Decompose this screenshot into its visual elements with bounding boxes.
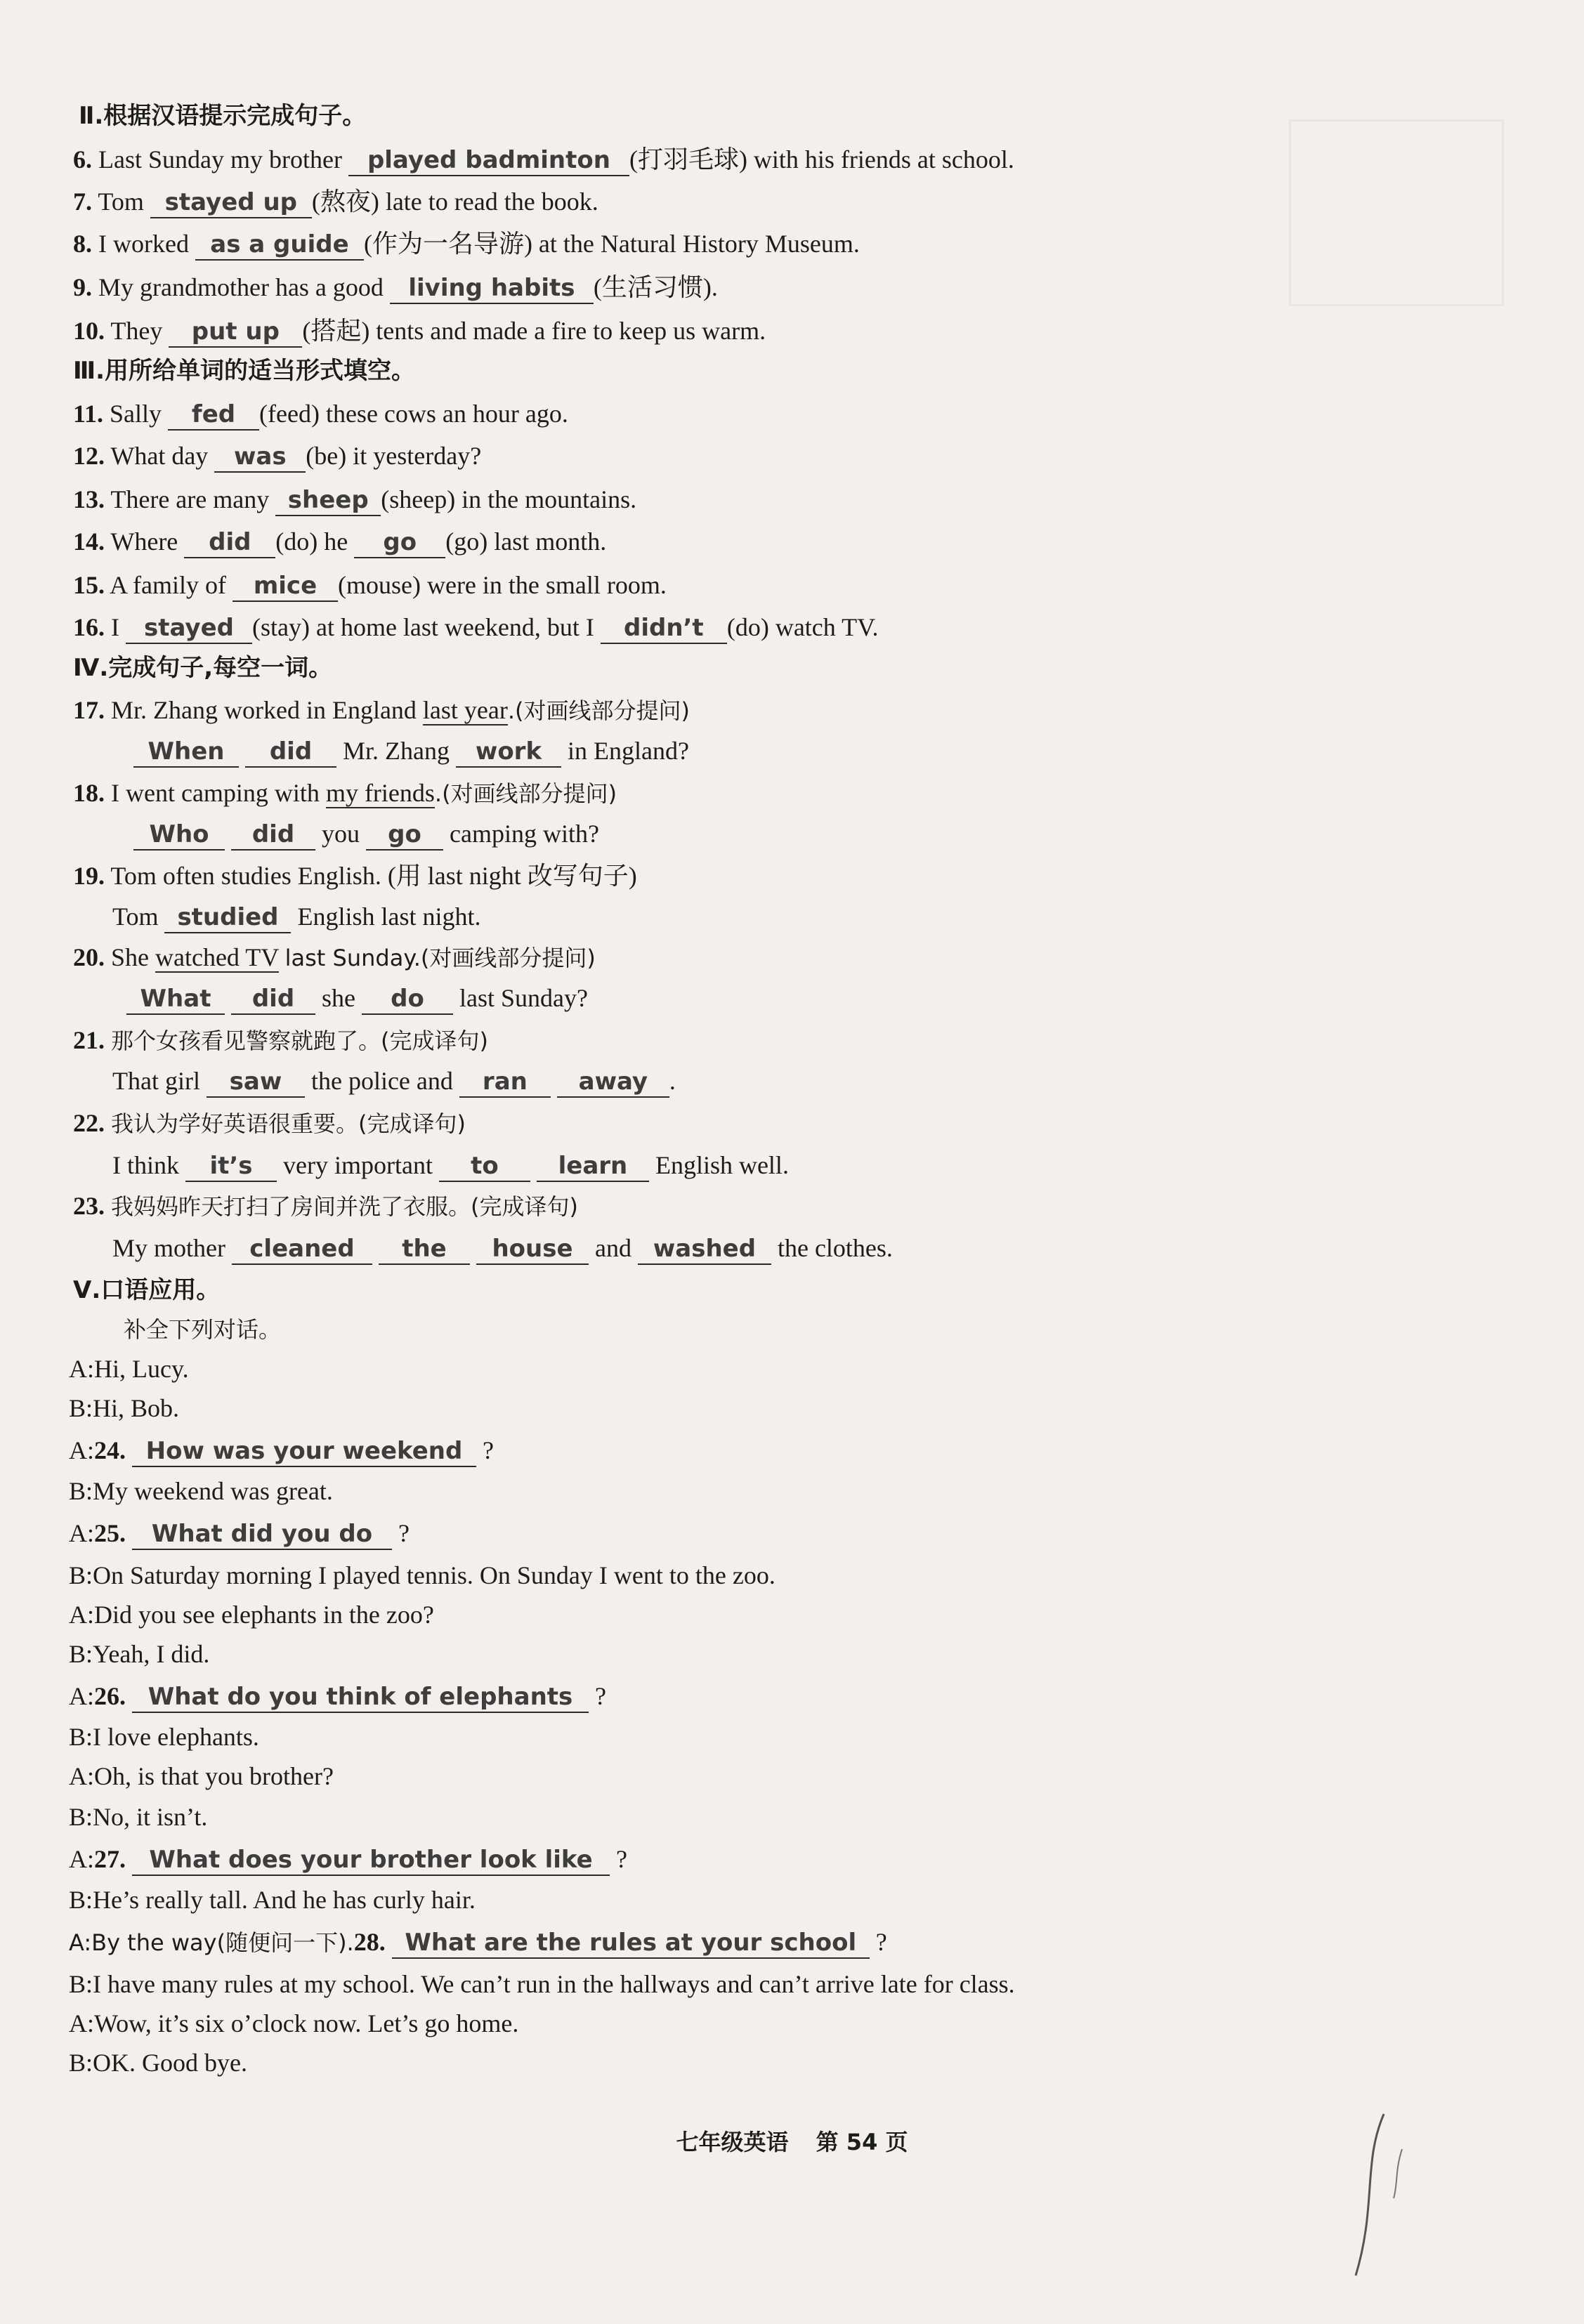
question-text: ? xyxy=(595,1682,606,1710)
question-text: (作为一名导游) at the Natural History Museum. xyxy=(363,230,860,258)
question-text: She xyxy=(111,943,149,971)
answer-blank xyxy=(390,272,594,304)
answer-text: When xyxy=(148,737,225,766)
question-text: (熬夜) late to read the book. xyxy=(311,188,598,216)
answer-text: it’s xyxy=(209,1152,253,1180)
question-text: the police and xyxy=(310,1067,453,1095)
dialog-line: B:On Saturday morning I played tennis. On Sunday I went to the zoo. xyxy=(69,1561,775,1589)
question-6 xyxy=(73,142,1014,177)
answer-blank xyxy=(231,983,315,1015)
question-text: in England? xyxy=(567,737,689,765)
answer-blank xyxy=(132,1844,610,1876)
answer-blank xyxy=(214,440,306,473)
question-text: I xyxy=(111,613,119,641)
dialog-line: B:He’s really tall. And he has curly hair. xyxy=(69,1886,476,1914)
speaker-label: A: xyxy=(69,1436,94,1464)
answer-text: sheep xyxy=(287,486,369,514)
question-number: 12. xyxy=(73,442,105,470)
dialog-line: B:I have many rules at my school. We can’t run in the hallways and can’t arrive late for class. xyxy=(69,1970,1015,1998)
question-text: Mr. Zhang xyxy=(343,737,450,765)
answer-text: played badminton xyxy=(367,146,610,174)
question-text: . xyxy=(669,1067,676,1095)
speaker-label: A: xyxy=(69,1682,94,1710)
question-number: 15. xyxy=(73,571,105,599)
question-text: 那个女孩看见警察就跑了。(完成译句) xyxy=(111,1028,488,1054)
answer-text: as a guide xyxy=(210,230,349,258)
question-13 xyxy=(73,482,636,517)
answer-blank xyxy=(164,901,291,933)
speaker-label: A: xyxy=(69,1519,94,1547)
answer-blank xyxy=(362,983,453,1015)
question-14 xyxy=(73,524,606,559)
answer-blank xyxy=(133,735,239,768)
answer-blank xyxy=(132,1435,476,1467)
question-number: 23. xyxy=(73,1192,105,1220)
question-text: I worked xyxy=(98,230,189,258)
question-24 xyxy=(69,1433,494,1468)
question-text: (go) last month. xyxy=(445,527,607,556)
answer-text: work xyxy=(475,737,542,766)
section-3-heading: Ⅲ.用所给单词的适当形式填空。 xyxy=(73,357,416,385)
answer-text: was xyxy=(234,442,287,471)
question-number: 28. xyxy=(353,1928,386,1956)
dialog-line: A:Did you see elephants in the zoo? xyxy=(69,1601,434,1629)
answer-blank xyxy=(392,1926,870,1959)
answer-blank xyxy=(476,1233,589,1265)
question-text: (stay) at home last weekend, but I xyxy=(252,613,594,641)
question-21 xyxy=(73,1023,488,1058)
answer-blank xyxy=(537,1150,649,1182)
question-8 xyxy=(73,226,860,261)
question-text: Last Sunday my brother xyxy=(98,145,342,173)
answer-blank xyxy=(557,1065,669,1098)
question-instruction: .(对画线部分提问) xyxy=(507,697,690,724)
question-text: They xyxy=(110,317,163,345)
answer-blank xyxy=(150,186,312,218)
answer-text: saw xyxy=(229,1068,282,1096)
dialog-line: B:No, it isn’t. xyxy=(69,1803,208,1831)
question-text: ? xyxy=(483,1436,494,1464)
answer-text: What are the rules at your school xyxy=(405,1929,857,1957)
question-number: 9. xyxy=(73,273,92,301)
bleed-through-shadow xyxy=(1289,119,1504,306)
answer-text: to xyxy=(471,1152,499,1180)
question-text: (do) he xyxy=(275,527,348,556)
answer-blank xyxy=(195,228,364,261)
answer-text: ran xyxy=(482,1068,528,1096)
answer-text: put up xyxy=(191,317,280,346)
question-text: (打羽毛球) with his friends at school. xyxy=(629,145,1014,173)
answer-blank xyxy=(169,315,302,348)
answer-blank xyxy=(275,484,381,516)
answer-blank xyxy=(168,398,259,431)
question-22 xyxy=(73,1105,466,1141)
underlined-phrase: watched TV xyxy=(155,943,279,971)
answer-text: learn xyxy=(558,1152,628,1180)
question-number: 27. xyxy=(94,1845,126,1873)
question-text: That girl xyxy=(112,1067,200,1095)
answer-blank xyxy=(207,1065,305,1098)
answer-text: washed xyxy=(653,1235,757,1263)
answer-blank xyxy=(456,735,561,768)
answer-blank xyxy=(133,818,225,851)
question-15 xyxy=(73,567,667,603)
answer-blank xyxy=(379,1233,470,1265)
question-text: English well. xyxy=(655,1151,789,1179)
answer-text: away xyxy=(578,1068,648,1096)
question-text: Sally xyxy=(110,400,162,428)
dialog-line: B:Yeah, I did. xyxy=(69,1640,210,1668)
answer-blank xyxy=(348,144,629,176)
question-number: 24. xyxy=(94,1436,126,1464)
question-text: (feed) these cows an hour ago. xyxy=(259,400,568,428)
question-text: Tom xyxy=(112,902,159,931)
question-number: 22. xyxy=(73,1109,105,1137)
dialog-instruction: 补全下列对话。 xyxy=(124,1316,282,1343)
dialog-line: A:Hi, Lucy. xyxy=(69,1355,189,1383)
pencil-scratch-mark xyxy=(1335,2107,1419,2283)
question-20 xyxy=(73,940,596,975)
question-text: (be) it yesterday? xyxy=(306,442,482,470)
question-text: What day xyxy=(110,442,209,470)
dialog-line: A:Oh, is that you brother? xyxy=(69,1762,334,1790)
question-text: you xyxy=(322,820,360,848)
question-number: 14. xyxy=(73,527,105,556)
answer-text: cleaned xyxy=(249,1235,355,1263)
question-25 xyxy=(69,1516,410,1551)
dialog-line: B:OK. Good bye. xyxy=(69,2049,247,2077)
question-instruction: last Sunday.(对画线部分提问) xyxy=(284,945,596,971)
answer-blank xyxy=(184,526,275,558)
question-27 xyxy=(69,1842,627,1877)
answer-blank xyxy=(132,1681,589,1713)
dialog-line: B:Hi, Bob. xyxy=(69,1394,180,1422)
question-number: 7. xyxy=(73,188,92,216)
question-text: Tom often studies English. (用 last night 改写句子) xyxy=(110,862,637,890)
question-number: 25. xyxy=(94,1519,126,1547)
answer-blank xyxy=(132,1518,392,1550)
section-4-heading: Ⅳ.完成句子,每空一词。 xyxy=(73,654,333,682)
answer-text: What do you think of elephants xyxy=(148,1683,573,1711)
question-number: 10. xyxy=(73,317,105,345)
question-26 xyxy=(69,1679,606,1714)
question-number: 13. xyxy=(73,485,105,513)
question-number: 18. xyxy=(73,779,105,807)
answer-text: didn’t xyxy=(623,614,704,642)
question-text: the clothes. xyxy=(777,1234,893,1262)
answer-text: living habits xyxy=(408,274,575,302)
question-11 xyxy=(73,396,568,431)
question-22-answer-line xyxy=(112,1148,789,1183)
question-17 xyxy=(73,692,690,728)
answer-blank xyxy=(231,818,315,851)
question-text: ? xyxy=(398,1519,410,1547)
answer-blank xyxy=(245,735,336,768)
question-text: A family of xyxy=(110,571,226,599)
question-text: and xyxy=(594,1234,631,1262)
question-18-answer-line xyxy=(133,816,599,851)
question-7 xyxy=(73,184,598,219)
question-21-answer-line xyxy=(112,1063,676,1098)
question-12 xyxy=(73,438,481,473)
question-text: (sheep) in the mountains. xyxy=(381,485,637,513)
question-text: Where xyxy=(110,527,178,556)
speaker-label: A: xyxy=(69,1845,94,1873)
underlined-phrase: last year xyxy=(422,696,508,724)
question-text: I went camping with xyxy=(111,779,320,807)
question-10 xyxy=(73,313,766,348)
speaker-label: A:By the way(随便问一下). xyxy=(69,1929,354,1956)
question-instruction: .(对画线部分提问) xyxy=(434,780,617,807)
question-18 xyxy=(73,775,617,810)
question-9 xyxy=(73,270,718,305)
question-text: My grandmother has a good xyxy=(98,273,384,301)
question-23-answer-line xyxy=(112,1230,893,1266)
dialog-line: B:My weekend was great. xyxy=(69,1477,333,1505)
answer-text: did xyxy=(209,528,251,556)
question-text: My mother xyxy=(112,1234,225,1262)
page-number: 第 54 页 xyxy=(816,2129,908,2155)
question-text: very important xyxy=(283,1151,433,1179)
question-text: Mr. Zhang worked in England xyxy=(111,696,417,724)
answer-text: How was your weekend xyxy=(145,1437,463,1465)
question-19-answer-line xyxy=(112,899,480,934)
answer-text: the xyxy=(402,1235,447,1263)
answer-text: What did you do xyxy=(151,1520,373,1548)
question-text: (do) watch TV. xyxy=(726,613,879,641)
question-number: 17. xyxy=(73,696,105,724)
question-16 xyxy=(73,610,878,645)
answer-text: mice xyxy=(253,572,318,600)
question-20-answer-line xyxy=(126,980,588,1016)
question-text: I think xyxy=(112,1151,179,1179)
answer-blank xyxy=(439,1150,530,1182)
question-23 xyxy=(73,1188,578,1223)
underlined-phrase: my friends xyxy=(325,779,435,807)
question-number: 20. xyxy=(73,943,105,971)
question-28 xyxy=(69,1924,887,1959)
answer-text: stayed xyxy=(144,614,234,642)
answer-text: did xyxy=(269,737,313,766)
footer-subject: 七年级英语 xyxy=(676,2129,789,2155)
question-text: ? xyxy=(616,1845,627,1873)
answer-text: house xyxy=(492,1235,573,1263)
question-text: ? xyxy=(875,1928,887,1956)
question-text: (mouse) were in the small room. xyxy=(338,571,667,599)
answer-blank xyxy=(232,1233,372,1265)
answer-text: go xyxy=(388,820,421,848)
answer-blank xyxy=(601,612,727,644)
dialog-line: B:I love elephants. xyxy=(69,1723,259,1751)
dialog-line: A:Wow, it’s six o’clock now. Let’s go home. xyxy=(69,2009,519,2037)
answer-blank xyxy=(638,1233,771,1265)
answer-text: did xyxy=(251,985,295,1013)
question-text: Tom xyxy=(98,188,144,216)
question-text: last Sunday? xyxy=(459,984,588,1012)
question-number: 11. xyxy=(73,400,104,428)
answer-text: do xyxy=(391,985,424,1013)
question-text: 我妈妈昨天打扫了房间并洗了衣服。(完成译句) xyxy=(111,1193,578,1220)
section-5-heading: Ⅴ.口语应用。 xyxy=(73,1276,221,1304)
answer-text: fed xyxy=(191,400,236,428)
question-17-answer-line xyxy=(133,733,689,768)
question-text: There are many xyxy=(110,485,270,513)
answer-blank xyxy=(459,1065,551,1098)
answer-text: What does your brother look like xyxy=(149,1846,593,1874)
answer-text: Who xyxy=(149,820,209,848)
answer-text: go xyxy=(383,528,417,556)
answer-blank xyxy=(366,818,443,851)
answer-blank xyxy=(126,983,225,1015)
answer-text: studied xyxy=(177,903,279,931)
question-number: 19. xyxy=(73,862,105,890)
answer-blank xyxy=(126,612,252,644)
answer-blank xyxy=(185,1150,277,1182)
question-text: she xyxy=(322,984,355,1012)
question-19 xyxy=(73,858,637,893)
answer-text: did xyxy=(251,820,295,848)
question-number: 26. xyxy=(94,1682,126,1710)
answer-text: What xyxy=(140,985,211,1013)
question-text: 我认为学好英语很重要。(完成译句) xyxy=(111,1110,466,1137)
question-text: English last night. xyxy=(297,902,481,931)
answer-blank xyxy=(233,570,338,602)
question-text: (搭起) tents and made a fire to keep us warm. xyxy=(302,317,766,345)
section-2-heading: Ⅱ.根据汉语提示完成句子。 xyxy=(79,102,367,130)
question-number: 21. xyxy=(73,1026,105,1054)
answer-text: stayed up xyxy=(164,188,297,216)
question-text: (生活习惯). xyxy=(593,273,718,301)
question-number: 8. xyxy=(73,230,92,258)
answer-blank xyxy=(354,526,445,558)
question-number: 16. xyxy=(73,613,105,641)
question-text: camping with? xyxy=(450,820,599,848)
question-number: 6. xyxy=(73,145,92,173)
